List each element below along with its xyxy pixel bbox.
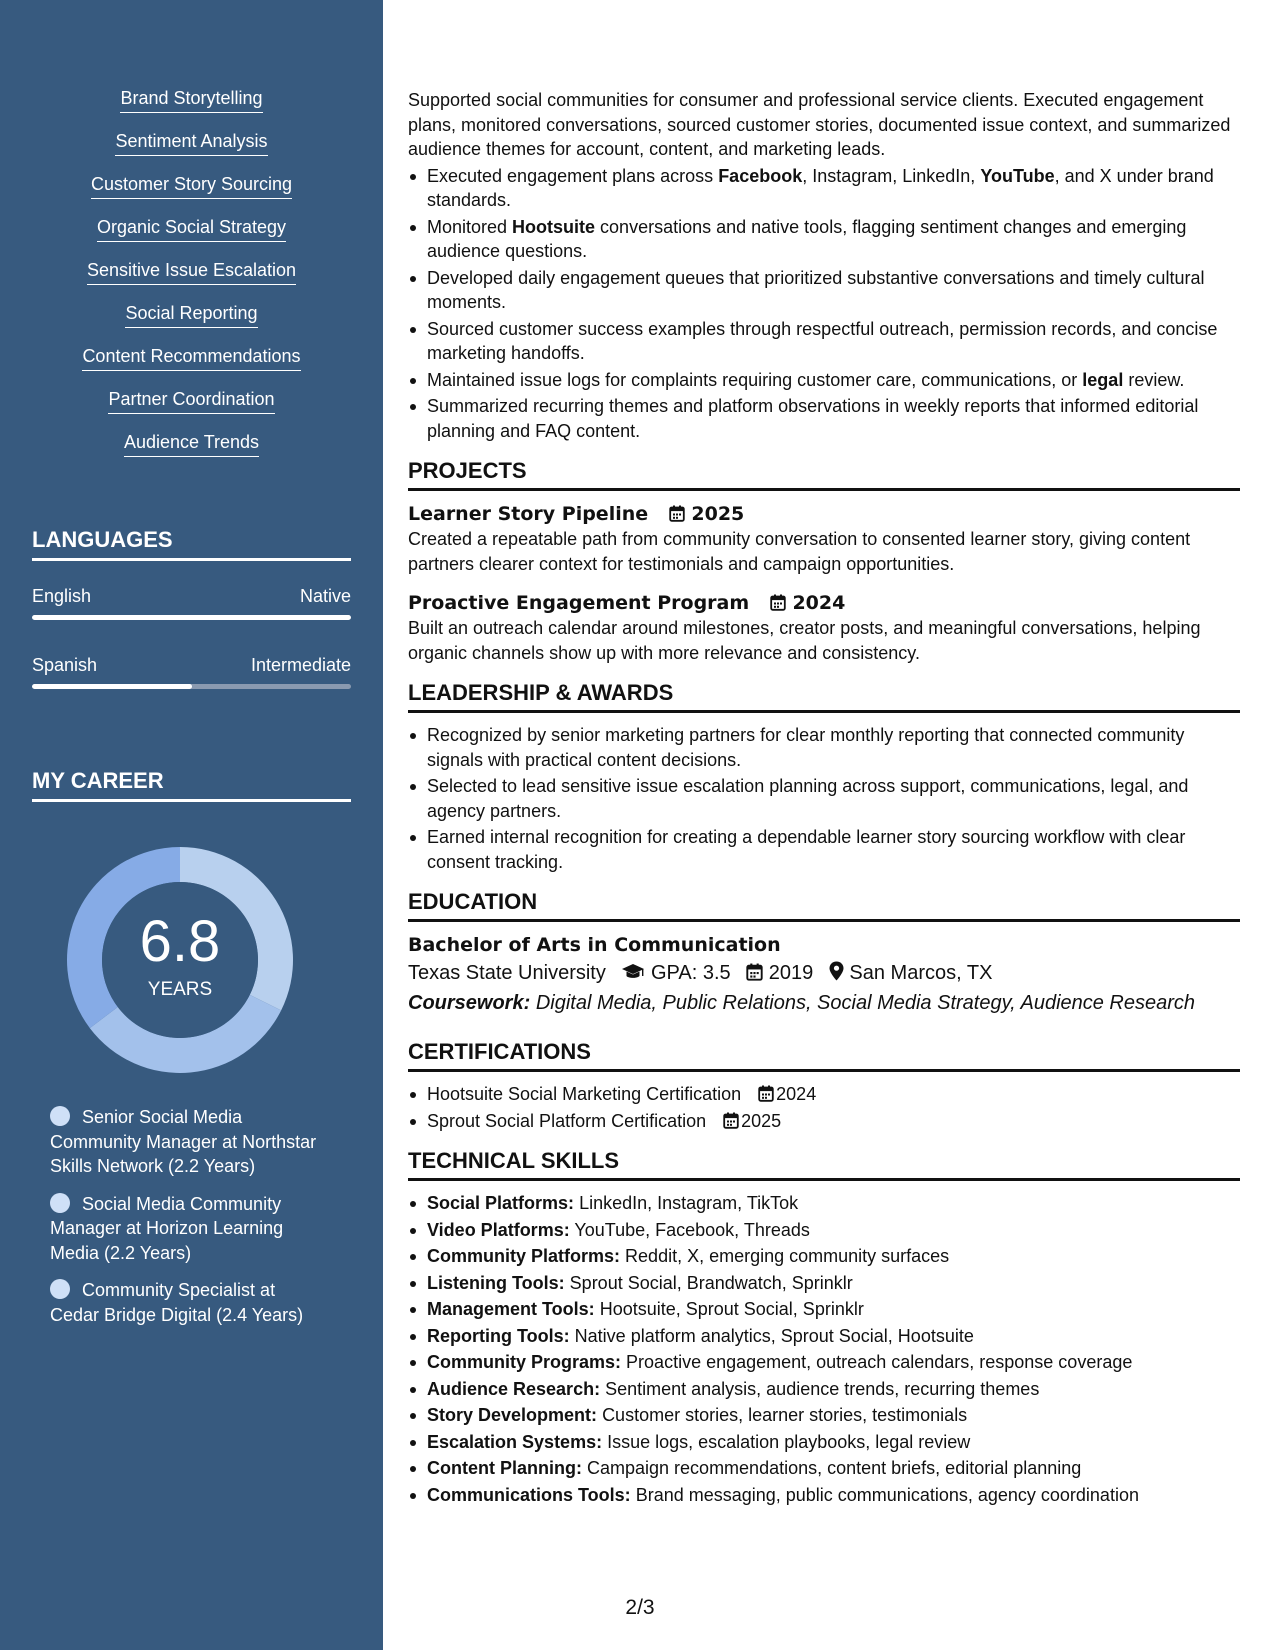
leadership-heading: LEADERSHIP & AWARDS [408, 679, 1240, 713]
career-item-text: Community Specialist at Cedar Bridge Digital (2.4 Years) [50, 1280, 304, 1325]
bullet-dot-icon [50, 1279, 70, 1299]
map-pin-icon [829, 961, 844, 981]
coursework-label: Coursework: [408, 992, 531, 1014]
skill-tag: Organic Social Strategy [97, 215, 286, 242]
leadership-list [408, 723, 1240, 874]
leadership-item: Recognized by senior marketing partners for clear monthly reporting that connected community signals with practical content decisions. [408, 723, 1240, 772]
technical-skill-item: Audience Research: Sentiment analysis, audience trends, recurring themes [408, 1377, 1240, 1402]
career-item [50, 1278, 320, 1327]
career-total-value: 6.8 [139, 909, 221, 974]
skill-tag: Social Reporting [125, 301, 257, 328]
certification-item: Hootsuite Social Marketing Certification 2024 [408, 1082, 1240, 1107]
language-level: Intermediate [250, 655, 351, 675]
career-item-text: Senior Social Media Community Manager at Northstar Skills Network (2.2 Years) [50, 1107, 317, 1176]
skill-tag: Audience Trends [124, 430, 259, 457]
experience-bullets [408, 164, 1240, 444]
career-list [50, 1105, 320, 1340]
education-heading: EDUCATION [408, 888, 1240, 922]
project-title [408, 501, 1240, 527]
degree-title: Bachelor of Arts in Communication [408, 934, 781, 956]
technical-skill-item: Content Planning: Campaign recommendations, content briefs, editorial planning [408, 1456, 1240, 1481]
calendar-icon [770, 594, 786, 611]
calendar-icon [669, 505, 685, 522]
language-bar-english [32, 615, 351, 620]
project-description: Built an outreach calendar around milestones, creator posts, and meaningful conversations, helping organic channels show up with more relevance and consistency. [408, 618, 1201, 663]
experience-bullet: Sourced customer success examples through respectful outreach, permission records, and concise marketing handoffs. [408, 317, 1240, 366]
project-year: 2024 [770, 592, 846, 614]
skill-tag: Partner Coordination [108, 387, 274, 414]
technical-skill-item: Story Development: Customer stories, learner stories, testimonials [408, 1403, 1240, 1428]
technical-skills-heading: TECHNICAL SKILLS [408, 1147, 1240, 1181]
skills-list [0, 86, 383, 473]
calendar-icon [723, 1112, 739, 1129]
project-name: Proactive Engagement Program [408, 592, 750, 614]
skill-tag: Brand Storytelling [120, 86, 262, 113]
language-level: Native [299, 586, 351, 606]
technical-skill-item: Community Programs: Proactive engagement, outreach calendars, response coverage [408, 1350, 1240, 1375]
skill-tag: Sensitive Issue Escalation [87, 258, 296, 285]
language-bar-fill [32, 615, 351, 620]
graduation-cap-icon [621, 963, 645, 981]
technical-skill-item: Management Tools: Hootsuite, Sprout Social, Sprinklr [408, 1297, 1240, 1322]
project-year: 2025 [669, 503, 745, 525]
calendar-icon [746, 963, 763, 981]
technical-skill-item: Communications Tools: Brand messaging, public communications, agency coordination [408, 1483, 1240, 1508]
technical-skill-item: Listening Tools: Sprout Social, Brandwatch, Sprinklr [408, 1271, 1240, 1296]
projects-heading: PROJECTS [408, 457, 1240, 491]
technical-skill-item: Reporting Tools: Native platform analytics, Sprout Social, Hootsuite [408, 1324, 1240, 1349]
technical-skill-item: Social Platforms: LinkedIn, Instagram, TikTok [408, 1191, 1240, 1216]
career-heading: MY CAREER [32, 767, 351, 802]
graduation-year: 2019 [768, 962, 814, 984]
technical-skills-list [408, 1191, 1240, 1507]
language-row-english [32, 584, 351, 608]
certifications-list [408, 1082, 1240, 1133]
languages-heading: LANGUAGES [32, 526, 351, 561]
leadership-item: Earned internal recognition for creating a dependable learner story sourcing workflow with clear consent tracking. [408, 825, 1240, 874]
experience-bullet: Monitored Hootsuite conversations and native tools, flagging sentiment changes and emerging audience questions. [408, 215, 1240, 264]
career-item [50, 1105, 320, 1179]
experience-summary: Supported social communities for consumer and professional service clients. Executed engagement plans, monitored conversations, sourced customer stories, documented issue context, and summarized audience themes for account, content, and marketing leads. [408, 90, 1231, 159]
gpa: GPA: 3.5 [650, 962, 731, 984]
project-title [408, 590, 1240, 616]
career-item-text: Social Media Community Manager at Horizon Learning Media (2.2 Years) [50, 1193, 284, 1263]
bullet-dot-icon [50, 1106, 70, 1126]
coursework-list: Digital Media, Public Relations, Social Media Strategy, Audience Research [535, 992, 1196, 1014]
certifications-heading: CERTIFICATIONS [408, 1038, 1240, 1072]
skill-tag: Sentiment Analysis [115, 129, 267, 156]
experience-bullet: Summarized recurring themes and platform observations in weekly reports that informed editorial planning and FAQ content. [408, 394, 1240, 443]
school-name: Texas State University [408, 962, 606, 984]
experience-bullet: Developed daily engagement queues that prioritized substantive conversations and timely cultural moments. [408, 266, 1240, 315]
calendar-icon [758, 1085, 774, 1102]
language-name: Spanish [32, 655, 98, 675]
technical-skill-item: Community Platforms: Reddit, X, emerging community surfaces [408, 1244, 1240, 1269]
experience-bullet: Maintained issue logs for complaints requiring customer care, communications, or legal review. [408, 368, 1240, 393]
skill-tag: Content Recommendations [82, 344, 300, 371]
coursework [408, 988, 1240, 1018]
sidebar [0, 0, 383, 1650]
technical-skill-item: Escalation Systems: Issue logs, escalation playbooks, legal review [408, 1430, 1240, 1455]
experience-bullet: Executed engagement plans across Facebook, Instagram, LinkedIn, YouTube, and X under brand standards. [408, 164, 1240, 213]
school-location: San Marcos, TX [849, 962, 993, 984]
bullet-dot-icon [50, 1193, 70, 1213]
education-details [408, 958, 1240, 988]
main-content [408, 88, 1240, 1509]
project-name: Learner Story Pipeline [408, 503, 649, 525]
language-name: English [32, 586, 92, 606]
technical-skill-item: Video Platforms: YouTube, Facebook, Threads [408, 1218, 1240, 1243]
leadership-item: Selected to lead sensitive issue escalation planning across support, communications, legal, and agency partners. [408, 774, 1240, 823]
language-bar-fill [32, 684, 192, 689]
project-description: Created a repeatable path from community conversation to consented learner story, giving content partners clearer context for testimonials and campaign opportunities. [408, 529, 1191, 574]
career-item [50, 1192, 320, 1266]
language-bar-spanish [32, 684, 351, 689]
page-number: 2/3 [625, 1596, 655, 1619]
language-row-spanish [32, 653, 351, 677]
certification-item: Sprout Social Platform Certification 2025 [408, 1109, 1240, 1134]
skill-tag: Customer Story Sourcing [91, 172, 292, 199]
career-total-unit: YEARS [147, 979, 213, 1000]
